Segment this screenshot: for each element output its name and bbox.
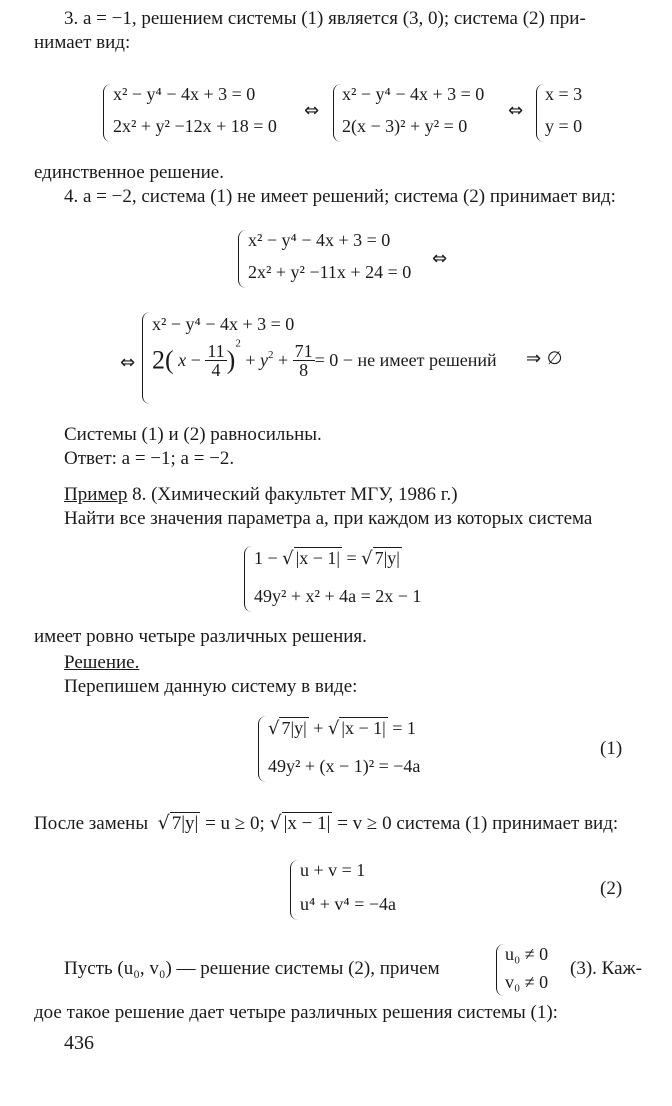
equation: y = 0	[545, 116, 583, 136]
equation: 2x² + y² −11x + 24 = 0	[248, 262, 412, 282]
brace	[103, 84, 112, 142]
equivalence-icon: ⇔	[120, 352, 136, 373]
case3-line2: нимает вид:	[34, 32, 131, 53]
solution-line1: Перепишем данную систему в виде:	[64, 676, 358, 697]
equation: x² − y⁴ − 4x + 3 = 0	[152, 314, 295, 334]
last-line: дое такое решение дает четыре различных решения системы (1):	[34, 1002, 558, 1023]
let-line-start: Пусть (u₀, v₀) — решение системы (2), причем	[64, 958, 440, 979]
substitution-line: После замены √ 7|y| = u ≥ 0; √ |x − 1| = v ≥ 0 система (1) принимает вид:	[34, 812, 619, 834]
condition: v₀ ≠ 0	[505, 972, 549, 992]
equation: x² − y⁴ − 4x + 3 = 0	[248, 230, 391, 250]
brace	[536, 84, 545, 142]
equation: 49y² + x² + 4a = 2x − 1	[254, 586, 422, 606]
equation: u + v = 1	[300, 860, 366, 880]
solution-label: Решение.	[64, 652, 140, 673]
example-label: Пример	[64, 484, 128, 505]
equation-number-1: (1)	[600, 738, 623, 759]
equation: 1 − √ |x − 1| = √ 7|y|	[254, 548, 400, 569]
equivalence-icon: ⇔	[304, 100, 320, 121]
condition: u₀ ≠ 0	[505, 944, 549, 964]
equation: 49y² + (x − 1)² = −4a	[268, 756, 421, 776]
equation: 2(x − 3)² + y² = 0	[342, 116, 468, 136]
equivalence-icon: ⇔	[508, 100, 524, 121]
implies-empty-set: ⇒ ∅	[526, 348, 563, 369]
let-line-end: (3). Каж-	[570, 958, 642, 979]
equation-number-2: (2)	[600, 878, 623, 899]
brace	[244, 546, 253, 612]
brace	[333, 84, 342, 142]
brace	[142, 312, 152, 404]
case4-line1: 4. a = −2, система (1) не имеет решений; система (2) принимает вид:	[64, 186, 616, 207]
fraction-11-4: $\frac{11}{4}$	[207, 341, 225, 380]
equation: u⁴ + v⁴ = −4a	[300, 894, 396, 914]
case3-line1: 3. a = −1, решением системы (1) является (3, 0); система (2) при-	[64, 8, 586, 29]
brace	[238, 230, 247, 288]
fraction-71-8: $\frac{71}{8}$	[294, 341, 313, 380]
equivalence-statement: Системы (1) и (2) равносильны.	[64, 424, 322, 445]
example-after: имеет ровно четыре различных решения.	[34, 626, 367, 647]
brace	[258, 716, 267, 782]
equation-with-fractions: 2( x − $\frac{11}{4}$ )$^2 + y^2$ + $\frac{71}{8}$ = 0 − не имеет решений	[152, 337, 497, 380]
brace	[290, 860, 299, 920]
equation: 2x² + y² −12x + 18 = 0	[113, 116, 277, 136]
equation: x² − y⁴ − 4x + 3 = 0	[342, 84, 485, 104]
case3-after: единственное решение.	[34, 162, 224, 183]
page-number: 436	[64, 1032, 94, 1054]
brace	[496, 944, 505, 996]
equation: √ 7|y| + √ |x − 1| = 1	[268, 718, 416, 739]
example-task: Найти все значения параметра a, при каждом из которых система	[64, 508, 593, 529]
answer: Ответ: a = −1; a = −2.	[64, 448, 235, 469]
equivalence-icon: ⇔	[432, 248, 448, 269]
example-header	[64, 484, 458, 506]
equation: x² − y⁴ − 4x + 3 = 0	[113, 84, 256, 104]
equation: x = 3	[545, 84, 583, 104]
example-source: 8. (Химический факультет МГУ, 1986 г.)	[127, 484, 458, 505]
system-case4-b	[152, 314, 552, 406]
